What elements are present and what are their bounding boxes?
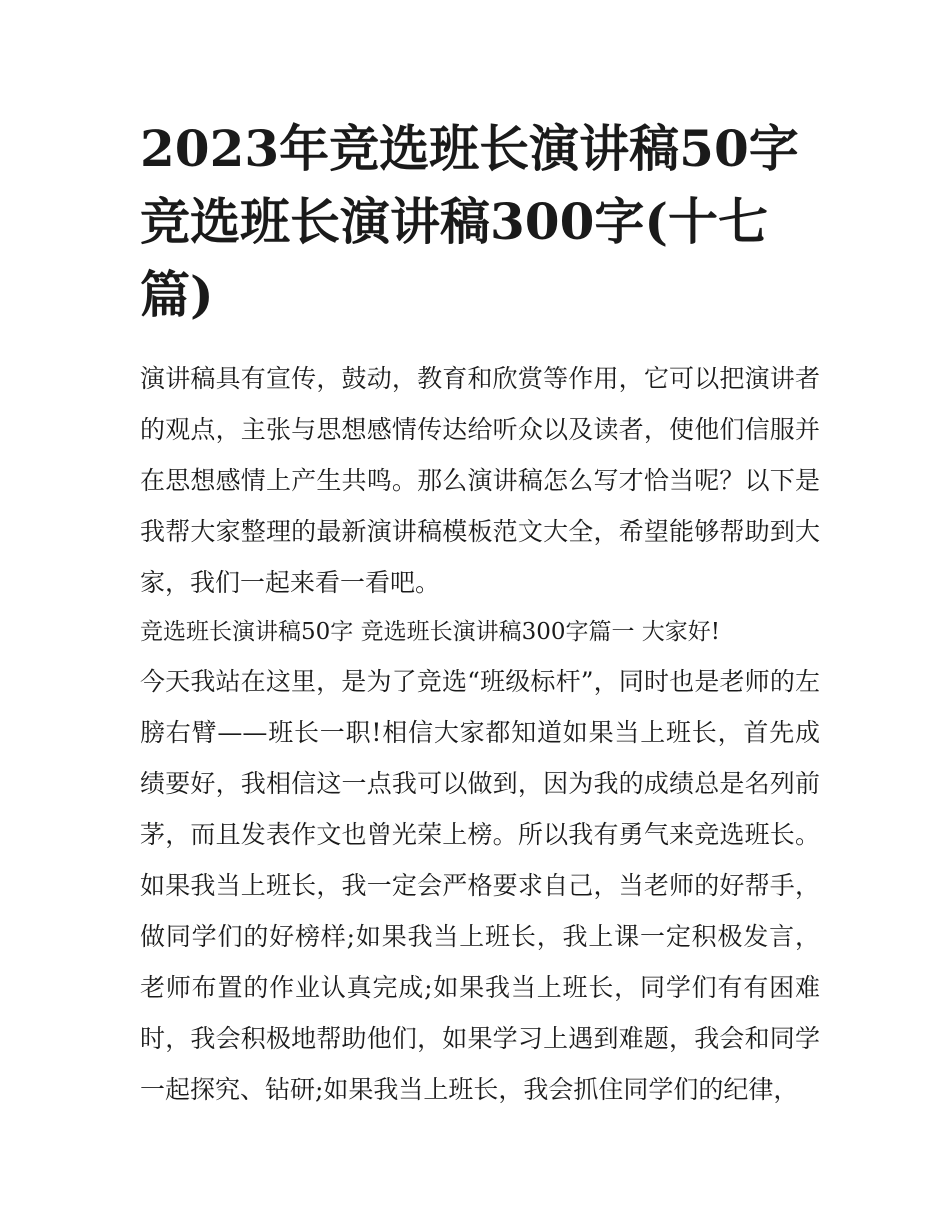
- intro-paragraph: 演讲稿具有宣传，鼓动，教育和欣赏等作用，它可以把演讲者的观点，主张与思想感情传达给听众以及读者，使他们信服并在思想感情上产生共鸣。那么演讲稿怎么写才恰当呢？以下是我帮大家整理的最新演讲稿模板范文大全，希望能够帮助到大家，我们一起来看一看吧。: [140, 364, 820, 597]
- body-paragraph: 今天我站在这里，是为了竞选“班级标杆”，同时也是老师的左膀右臂——班长一职!相信大家都知道如果当上班长，首先成绩要好，我相信这一点我可以做到，因为我的成绩总是名列前茅，而且发表作文也曾光荣上榜。所以我有勇气来竞选班长。如果我当上班长，我一定会严格要求自己，当老师的好帮手，做同学们的好榜样;如果我当上班长，我上课一定积极发言，老师布置的作业认真完成;如果我当上班长，同学们有有困难时，我会积极地帮助他们，如果学习上遇到难题，我会和同学一起探究、钻研;如果我当上班长，我会抓住同学们的纪律，: [140, 667, 820, 1104]
- section-heading: 竞选班长演讲稿50字 竞选班长演讲稿300字篇一 大家好!: [140, 619, 721, 645]
- document-page: [140, 112, 820, 1115]
- document-title: 2023年竞选班长演讲稿50字 竞选班长演讲稿300字(十七篇): [140, 119, 799, 324]
